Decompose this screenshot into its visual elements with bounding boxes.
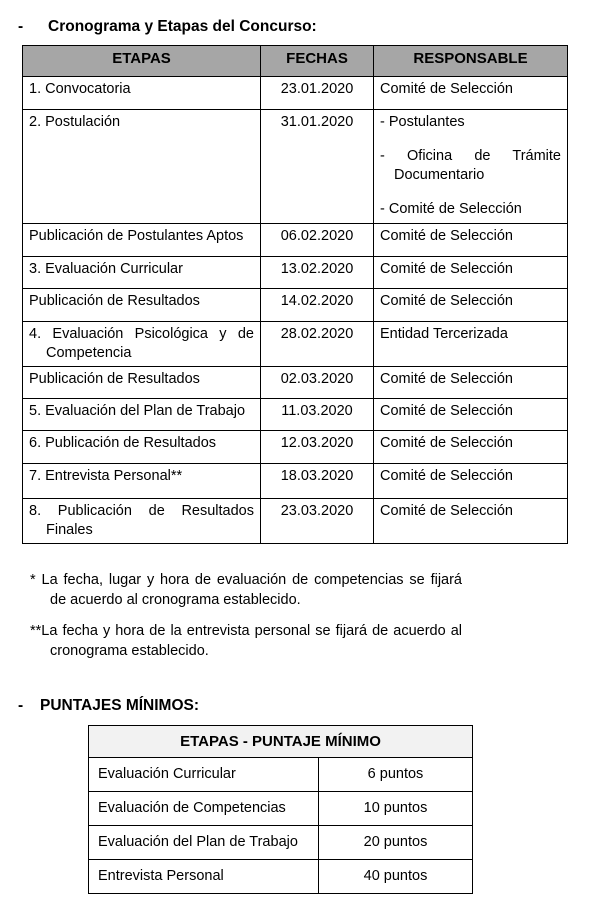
responsable-item: Comité de Selección xyxy=(380,228,513,244)
etapa-cell: Publicación de Resultados xyxy=(23,289,261,322)
scores-row xyxy=(89,758,473,792)
responsable-item: Comité de Selección xyxy=(380,435,513,451)
schedule-row xyxy=(23,399,568,431)
schedule-row xyxy=(23,322,568,367)
responsable-item: Entidad Tercerizada xyxy=(380,326,508,342)
responsable-cell xyxy=(374,110,568,224)
column-header-responsable: RESPONSABLE xyxy=(374,46,568,77)
schedule-row xyxy=(23,110,568,224)
fecha-cell: 13.02.2020 xyxy=(261,257,374,289)
column-header-etapas: ETAPAS xyxy=(23,46,261,77)
schedule-row xyxy=(23,77,568,110)
schedule-row xyxy=(23,257,568,289)
responsable-cell xyxy=(374,322,568,367)
scores-row xyxy=(89,792,473,826)
responsable-cell xyxy=(374,464,568,499)
schedule-row xyxy=(23,224,568,257)
schedule-section-heading xyxy=(18,18,600,36)
responsable-cell xyxy=(374,289,568,322)
footnote-entrevista: **La fecha y hora de la entrevista personal se fijará de acuerdo al cronograma establecido. xyxy=(30,623,462,659)
responsable-cell xyxy=(374,499,568,544)
etapa-cell: 3. Evaluación Curricular xyxy=(23,257,261,289)
scores-row xyxy=(89,860,473,894)
responsable-item: - Oficina de Trámite Documentario xyxy=(380,148,561,183)
fecha-cell: 18.03.2020 xyxy=(261,464,374,499)
etapa-cell: Entrevista Personal xyxy=(89,860,319,894)
schedule-row xyxy=(23,431,568,464)
schedule-header-row xyxy=(23,46,568,77)
puntaje-cell: 6 puntos xyxy=(319,758,473,792)
responsable-item: Comité de Selección xyxy=(380,403,513,419)
scores-section-heading xyxy=(18,697,600,715)
schedule-row xyxy=(23,499,568,544)
schedule-row xyxy=(23,367,568,399)
etapa-cell: 5. Evaluación del Plan de Trabajo xyxy=(23,399,261,431)
responsable-item: - Postulantes xyxy=(380,114,465,130)
responsable-item: - Comité de Selección xyxy=(380,201,522,217)
scores-table-header: ETAPAS - PUNTAJE MÍNIMO xyxy=(89,726,473,758)
responsable-cell xyxy=(374,257,568,289)
footnote-competencias: * La fecha, lugar y hora de evaluación de competencias se fijará de acuerdo al cronograma establecido. xyxy=(30,572,462,608)
puntaje-cell: 20 puntos xyxy=(319,826,473,860)
fecha-cell: 23.03.2020 xyxy=(261,499,374,544)
fecha-cell: 14.02.2020 xyxy=(261,289,374,322)
fecha-cell: 06.02.2020 xyxy=(261,224,374,257)
etapa-cell: 8. Publicación de Resultados Finales xyxy=(23,499,261,544)
etapa-cell: 7. Entrevista Personal** xyxy=(23,464,261,499)
etapa-cell: 6. Publicación de Resultados xyxy=(23,431,261,464)
responsable-item: Comité de Selección xyxy=(380,503,513,519)
etapa-cell: Publicación de Postulantes Aptos xyxy=(23,224,261,257)
responsable-item: Comité de Selección xyxy=(380,261,513,277)
responsable-cell xyxy=(374,431,568,464)
fecha-cell: 12.03.2020 xyxy=(261,431,374,464)
fecha-cell: 11.03.2020 xyxy=(261,399,374,431)
schedule-row xyxy=(23,464,568,499)
etapa-cell: 1. Convocatoria xyxy=(23,77,261,110)
scores-table xyxy=(88,725,473,894)
puntaje-cell: 40 puntos xyxy=(319,860,473,894)
column-header-fechas: FECHAS xyxy=(261,46,374,77)
scores-row xyxy=(89,826,473,860)
fecha-cell: 02.03.2020 xyxy=(261,367,374,399)
responsable-item: Comité de Selección xyxy=(380,468,513,484)
responsable-item: Comité de Selección xyxy=(380,293,513,309)
bullet-dash: - xyxy=(18,697,24,714)
fecha-cell: 28.02.2020 xyxy=(261,322,374,367)
schedule-row xyxy=(23,289,568,322)
responsable-item: Comité de Selección xyxy=(380,371,513,387)
etapa-cell: Evaluación Curricular xyxy=(89,758,319,792)
fecha-cell: 23.01.2020 xyxy=(261,77,374,110)
responsable-cell xyxy=(374,399,568,431)
etapa-cell: 2. Postulación xyxy=(23,110,261,224)
etapa-cell: 4. Evaluación Psicológica y de Competencia xyxy=(23,322,261,367)
responsable-cell xyxy=(374,367,568,399)
etapa-cell: Evaluación del Plan de Trabajo xyxy=(89,826,319,860)
puntaje-cell: 10 puntos xyxy=(319,792,473,826)
responsable-cell xyxy=(374,224,568,257)
schedule-table xyxy=(22,45,568,544)
etapa-cell: Publicación de Resultados xyxy=(23,367,261,399)
responsable-item: Comité de Selección xyxy=(380,81,513,97)
responsable-cell xyxy=(374,77,568,110)
schedule-title: Cronograma y Etapas del Concurso: xyxy=(48,18,317,35)
scores-title: PUNTAJES MÍNIMOS: xyxy=(40,697,200,714)
footnotes xyxy=(30,570,600,661)
bullet-dash: - xyxy=(18,18,24,35)
etapa-cell: Evaluación de Competencias xyxy=(89,792,319,826)
fecha-cell: 31.01.2020 xyxy=(261,110,374,224)
scores-header-row xyxy=(89,726,473,758)
